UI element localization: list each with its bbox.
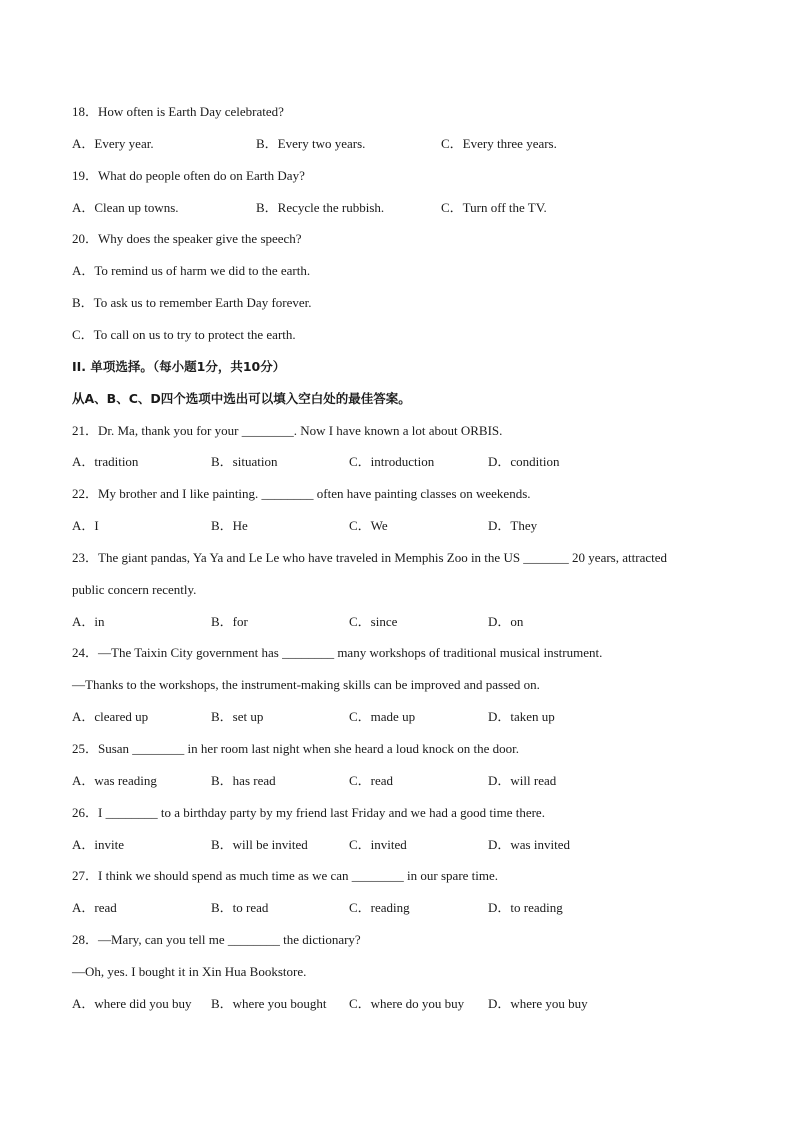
question-line: 26．I ________ to a birthday party by my friend last Friday and we had a good time there. xyxy=(72,805,545,820)
answer-option: D．where you buy xyxy=(488,996,588,1011)
answer-option: B．has read xyxy=(211,773,276,788)
question-line: 21．Dr. Ma, thank you for your ________. Now I have known a lot about ORBIS. xyxy=(72,423,503,438)
answer-option: B．Every two years. xyxy=(256,136,366,151)
answer-option: B．to read xyxy=(211,900,269,915)
answer-option: B．He xyxy=(211,518,248,533)
section-heading: II. 单项选择。（每小题1分，共10分） xyxy=(72,359,286,374)
answer-option: B．set up xyxy=(211,709,264,724)
answer-option: A．in xyxy=(72,614,105,629)
answer-option: A．tradition xyxy=(72,454,139,469)
question-line: 22．My brother and I like painting. ________ often have painting classes on weekends. xyxy=(72,486,531,501)
answer-option: B．situation xyxy=(211,454,278,469)
answer-option: C．where do you buy xyxy=(349,996,465,1011)
answer-option: C．We xyxy=(349,518,388,533)
answer-option: D．on xyxy=(488,614,524,629)
answer-option: D．to reading xyxy=(488,900,563,915)
question-line: B．To ask us to remember Earth Day forever. xyxy=(72,295,312,310)
answer-option: A．cleared up xyxy=(72,709,149,724)
question-line: 23．The giant pandas, Ya Ya and Le Le who have traveled in Memphis Zoo in the US _______ 20 years, attracted xyxy=(72,550,667,565)
answer-option: A．read xyxy=(72,900,117,915)
question-line: C．To call on us to try to protect the earth. xyxy=(72,327,296,342)
answer-option: A．Every year. xyxy=(72,136,154,151)
question-line: public concern recently. xyxy=(72,582,197,597)
answer-option: A．was reading xyxy=(72,773,157,788)
answer-option: A．where did you buy xyxy=(72,996,192,1011)
answer-option: C．introduction xyxy=(349,454,435,469)
question-line: 18．How often is Earth Day celebrated? xyxy=(72,104,284,119)
answer-option: C．Turn off the TV. xyxy=(441,200,547,215)
answer-option: B．where you bought xyxy=(211,996,327,1011)
question-line: —Thanks to the workshops, the instrument-making skills can be improved and passed on. xyxy=(72,677,540,692)
answer-option: C．since xyxy=(349,614,398,629)
question-line: 25．Susan ________ in her room last night when she heard a loud knock on the door. xyxy=(72,741,519,756)
answer-option: A．Clean up towns. xyxy=(72,200,179,215)
answer-option: D．They xyxy=(488,518,538,533)
question-line: A．To remind us of harm we did to the earth. xyxy=(72,263,311,278)
answer-option: B．will be invited xyxy=(211,837,308,852)
answer-option: C．invited xyxy=(349,837,407,852)
section-heading: 从A、B、C、D四个选项中选出可以填入空白处的最佳答案。 xyxy=(72,391,411,406)
answer-option: C．made up xyxy=(349,709,416,724)
answer-option: C．read xyxy=(349,773,394,788)
question-line: 19．What do people often do on Earth Day? xyxy=(72,168,305,183)
question-line: 27．I think we should spend as much time as we can ________ in our spare time. xyxy=(72,868,499,883)
question-line: —Oh, yes. I bought it in Xin Hua Bookstore. xyxy=(72,964,307,979)
answer-option: B．Recycle the rubbish. xyxy=(256,200,385,215)
answer-option: D．condition xyxy=(488,454,560,469)
question-line: 20．Why does the speaker give the speech? xyxy=(72,231,302,246)
answer-option: D．taken up xyxy=(488,709,555,724)
answer-option: C．reading xyxy=(349,900,410,915)
answer-option: D．was invited xyxy=(488,837,570,852)
answer-option: D．will read xyxy=(488,773,557,788)
answer-option: A．I xyxy=(72,518,99,533)
answer-option: A．invite xyxy=(72,837,124,852)
answer-option: C．Every three years. xyxy=(441,136,557,151)
answer-option: B．for xyxy=(211,614,248,629)
question-line: 28．—Mary, can you tell me ________ the dictionary? xyxy=(72,932,361,947)
question-line: 24．—The Taixin City government has ________ many workshops of traditional musical instrument. xyxy=(72,645,603,660)
